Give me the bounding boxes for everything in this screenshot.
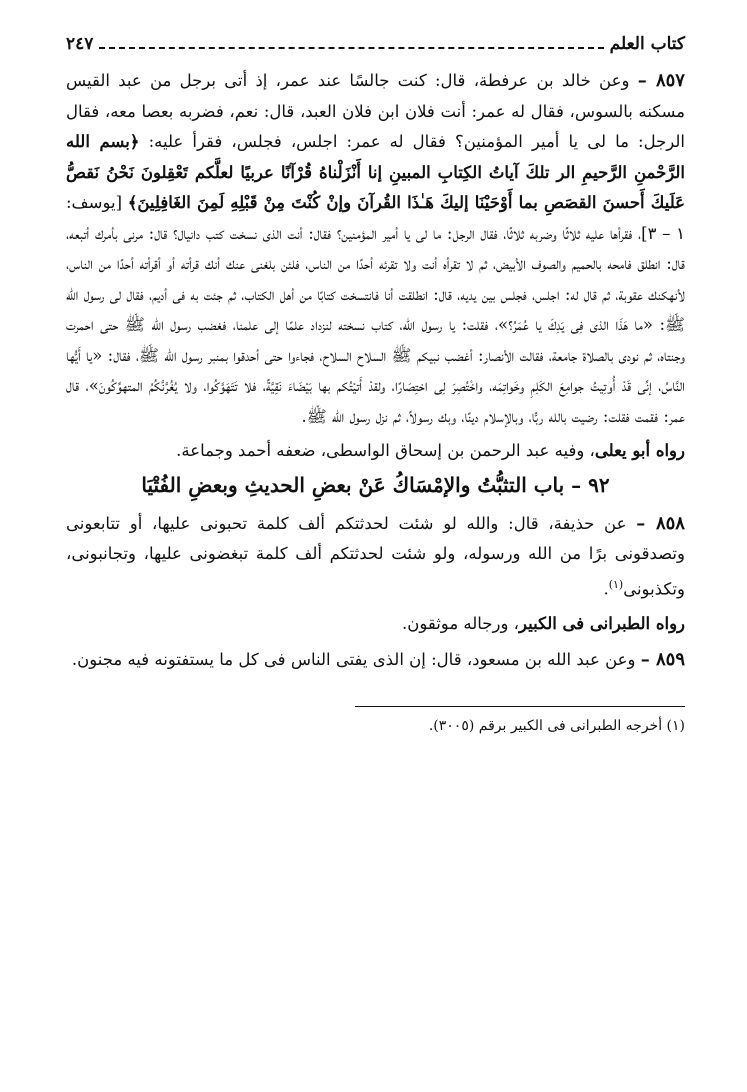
source-note-857 (66, 436, 685, 467)
hadith-text-continued: [يوسف: ١ – ٣]، فقرأها عليه ثلاثًا وضربه ثلاثًا، فقال الرجل: ما لى يا أمير المؤمنين؟ فقال: أنت الذى نسخت كتب دانيال؟ قال: مرنى بأمرك أتبعه، قال: انطلق فامحه بالحميم والصوف الأبيض، ثم لا تقرأه أنت ولا تقرئه أحدًا من الناس، فلئن بلغنى عنك أنك قرأته أو أقرأته أحدًا من الناس، لأنهكنك عقوبة، ثم قال له: اجلس، فجلس بين يديه، قال: انطلقت أنا فانتسخت كتابًا من أهل الكتاب، ثم جئت به فى أديم، فقال لى رسول الله ﷺ: «ما هَذَا الذى فِى يَدِكَ يا عُمَرُ؟»، فقلت: يا رسول الله، كتاب نسخته لنزداد علمًا إلى علمنا، فغضب رسول الله ﷺ حتى احمرت وجنتاه، ثم نودى بالصلاة جامعة، فقالت الأنصار: أغضب نبيكم ﷺ السلاح السلاح، فجاءوا حتى أحدقوا بمنبر رسول الله ﷺ، فقال: «يا أَيُّها النَّاسُ، إنِّى قَدْ أُوتِيتُ جوامِعَ الكَلِمِ وخَواتِمَه، واخْتُصِرَ لِى اختِصَارًا، ولقدْ أَتيْتُكم بها بَيْضَاءَ نَقِيَّةً، فلا تَتَهَوَّكُوا، ولا يُغُرَّنَّكُمُ المتهوِّكُونَ»، قال عمر: فقمت فقلت: رضيت بالله ربًّا، وبالإسلام دينًا، وبك رسولاً، ثم نزل رسول الله ﷺ. (66, 193, 685, 426)
running-header (66, 34, 685, 60)
footnote-ref[interactable]: (١) (608, 577, 624, 591)
hadith-text: وعن عبد الله بن مسعود، قال: إن الذى يفتى الناس فى كل ما يستفتونه فيه مجنون. (71, 650, 641, 669)
book-title: كتاب العلم (609, 34, 685, 54)
hadith-number: ٨٥٩ – (640, 649, 685, 670)
footnote: (١) أخرجه الطبرانى فى الكبير برقم (٣٠٠٥). (428, 717, 685, 734)
source-rest: ، وفيه عبد الرحمن بن إسحاق الواسطى، ضعفه أحمد وجماعة. (176, 441, 595, 460)
hadith-859 (66, 645, 685, 676)
footnote-divider (355, 706, 685, 707)
hadith-number: ٨٥٨ – (636, 512, 685, 534)
source-lead: رواه الطبرانى فى الكبير (519, 613, 685, 633)
source-rest: ، ورجاله موثقون. (401, 613, 520, 633)
hadith-857 (66, 66, 685, 432)
page-number: ٢٤٧ (66, 34, 94, 54)
hadith-tail: . (603, 579, 609, 598)
hadith-858 (66, 509, 685, 605)
hadith-text: وعن خالد بن عرفطة، قال: كنت جالسًا عند عمر، إذ أتى برجل من عبد القيس مسكنه بالسوس، فقال له عمر: أنت فلان ابن فلان العبد، قال: نعم، فضربه بعصا معه، فقال الرجل: ما لى يا أمير المؤمنين؟ فقال له عمر: اجلس، فجلس، فقرأ عليه: (66, 71, 685, 151)
hadith-number: ٨٥٧ – (637, 70, 685, 91)
header-divider (99, 39, 603, 49)
source-note-858 (66, 609, 685, 640)
chapter-heading: ٩٢ – باب التثبُّتُ والإمْسَاكُ عَنْ بعضِ الحديثِ وبعضِ الفُتْيَا (141, 472, 610, 497)
hadith-text: عن حذيفة، قال: والله لو شئت لحدثتكم ألف كلمة تحبونى عليها، أو تتابعونى وتصدقونى برًا من الله ورسوله، ولو شئت لحدثتكم ألف كلمة تبغضونى عليها، وتجانبونى، وتكذبونى (66, 513, 685, 598)
quran-quote: ﴿بسم الله الرَّحْمنِ الرَّحيمِ الر تلكَ آياتُ الكِتابِ المبينِ إنا أَنْزَلْناهُ قُرْآنًا عربيًا لعلَّكم تَعْقِلونَ نَحْنُ نَقصُّ عَلَيكَ أَحسنَ القصَصِ بما أَوْحَيْنَا إليكَ هَـٰذَا القُرآنَ وإنْ كُنْتَ مِنْ قَبْلِهِ لَمِنَ الغَافِلِينَ﴾ (66, 132, 685, 212)
source-lead: رواه أبو يعلى (594, 441, 685, 460)
